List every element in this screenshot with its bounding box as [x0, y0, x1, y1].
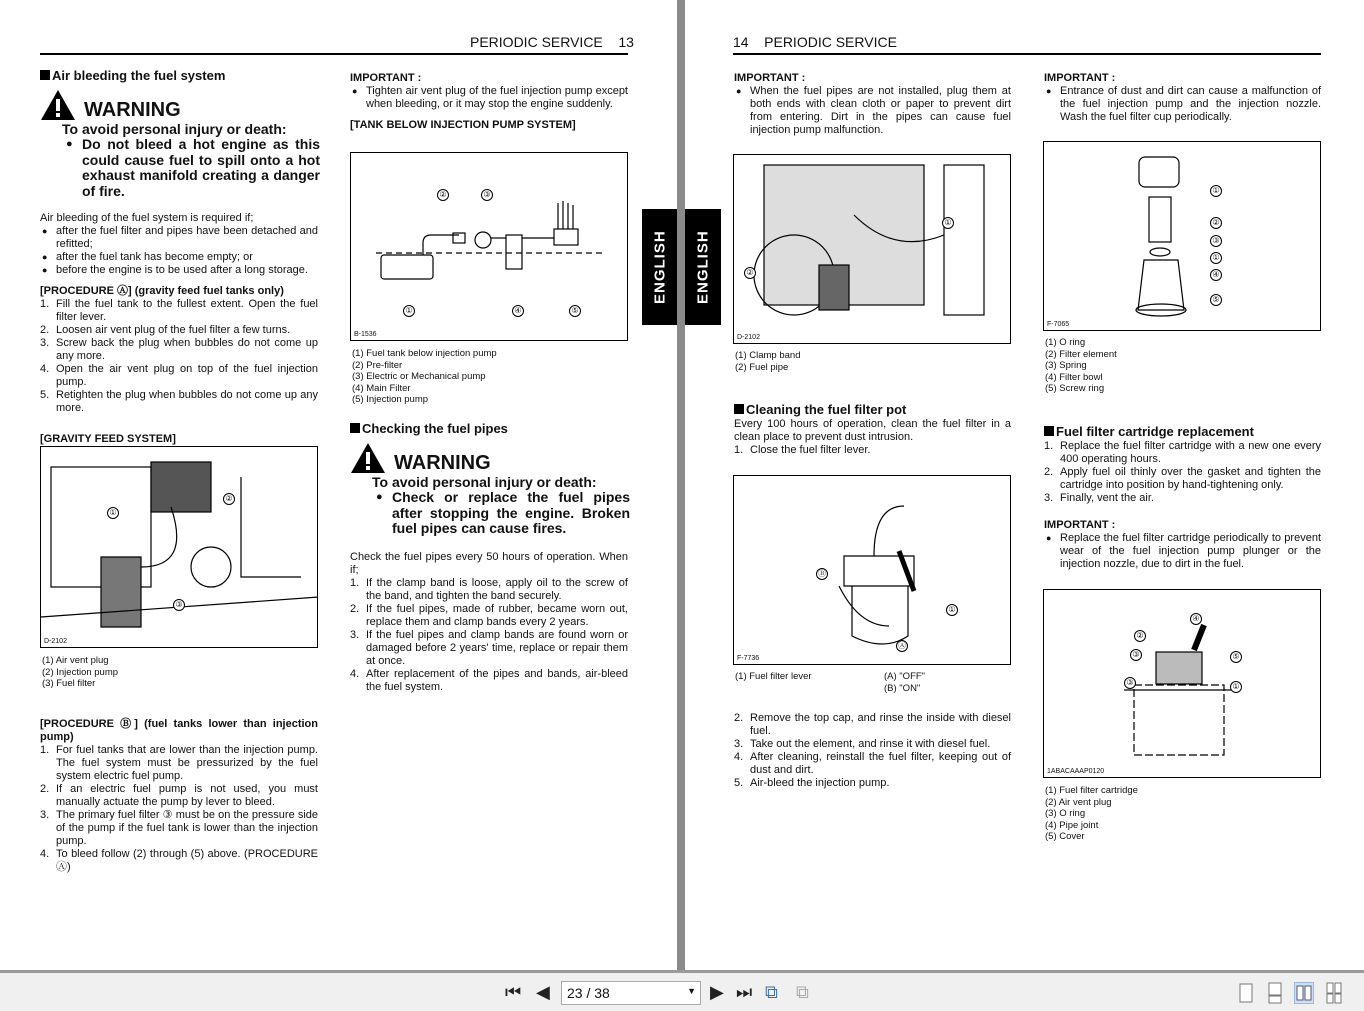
figure-caption: (1) Fuel filter lever [735, 671, 812, 682]
language-tab: ENGLISH [685, 209, 721, 325]
chevron-down-icon[interactable]: ▼ [687, 986, 696, 996]
figure-caption: (1) Air vent plug (2) Injection pump (3) Fuel filter [42, 655, 119, 689]
next-view-icon: ⧉ [796, 982, 809, 1002]
callout: ③ [481, 189, 493, 201]
callout: ② [437, 189, 449, 201]
filter-exploded-illustration [1044, 142, 1321, 331]
callout: ② [1210, 217, 1222, 229]
facing-icon[interactable] [1294, 982, 1314, 1004]
important-note: IMPORTANT : ● Tighten air vent plug of the fuel injection pump except when bleeding, or it may stop the engine suddenly. [TANK BELOW INJECTION PUMP SYSTEM] [350, 72, 628, 132]
callout: ③ [1210, 235, 1222, 247]
callout: ① [1210, 252, 1222, 264]
figure-caption: (1) Clamp band (2) Fuel pipe [735, 350, 801, 373]
callout: ④ [1190, 613, 1202, 625]
engine-illustration [41, 447, 318, 648]
page-header: PERIODIC SERVICE 13 [470, 34, 634, 50]
bleeding-intro: Air bleeding of the fuel system is required if; ● after the fuel filter and pipes have been detached and refitted; ● after the fuel tank has become empty; or ● before the engine is to be used after a long storage. [PROCEDURE Ⓐ] (gravity feed fuel tanks only) 1. Fill the fuel tank to the fullest extent. Open the fuel filter lever. 2. Loosen air vent plug of the fuel filter a few turns. 3. Screw back the plug when bubbles do not come up any more. 4. Open the air vent plug on top of the fuel injection pump. 5. Retighten the plug when bubbles do not come up any more. [GRAVITY FEED SYSTEM] [40, 212, 318, 446]
tank-below-figure: ② ③ ① ④ ⑤ B-1536 [350, 152, 628, 341]
figure-caption: (1) Fuel tank below injection pump (2) Pre-filter (3) Electric or Mechanical pump (4) Main Filter (5) Injection pump [352, 348, 497, 405]
callout: Ⓑ [818, 569, 826, 578]
next-page-icon[interactable]: ▶ [710, 982, 724, 1002]
warning-icon [40, 89, 76, 121]
prev-page-icon[interactable]: ◀ [536, 982, 550, 1002]
filter-pot-illustration [734, 476, 1011, 665]
viewer-toolbar [0, 970, 1364, 1011]
warning-box: WARNING To avoid personal injury or death: ● Do not bleed a hot engine as this could cause fuel to spill onto a hot exhaust manifold creating a danger of fire. [40, 89, 320, 199]
callout: ③ [173, 599, 185, 611]
procedure-b: [PROCEDURE Ⓑ] (fuel tanks lower than injection pump) 1. For fuel tanks that are lower than the injection pump. The fuel system must be pressurized by the fuel system electric fuel pump. 2. If an electric fuel pump is not used, you must manually actuate the pump by lever to bleed. 3. The primary fuel filter ③ must be on the pressure side of the pump if the fuel tank is lower than the injection pump. 4. To bleed follow (2) through (5) above. (PROCEDURE Ⓐ) [40, 718, 318, 873]
single-page-icon[interactable] [1236, 982, 1256, 1004]
last-page-icon[interactable]: ⏭ [736, 982, 753, 1002]
callout: ② [223, 493, 235, 505]
filter-parts-figure: ① ② ③ ① ④ ⑤ F-7065 [1043, 141, 1321, 331]
first-page-icon[interactable]: ⏮ [505, 982, 522, 1002]
callout: Ⓐ [898, 641, 906, 650]
figure-caption: (1) O ring (2) Filter element (3) Spring (4) Filter bowl (5) Screw ring [1045, 337, 1117, 394]
page-header: 14 PERIODIC SERVICE [733, 34, 897, 50]
continuous-icon[interactable] [1265, 982, 1285, 1004]
callout: ⑤ [1210, 294, 1222, 306]
callout: ② [744, 267, 756, 279]
callout: ② [1134, 630, 1146, 642]
header-rule [40, 53, 628, 55]
figure-caption: (1) Fuel filter cartridge (2) Air vent plug (3) O ring (4) Pipe joint (5) Cover [1045, 785, 1138, 842]
gravity-feed-figure: ① ② ③ D-2102 [40, 446, 318, 648]
callout: ① [942, 217, 954, 229]
callout: ③ [1124, 677, 1136, 689]
right-page [685, 0, 1364, 970]
cartridge-illustration [1044, 590, 1321, 778]
warning-box: WARNING To avoid personal injury or death: ● Check or replace the fuel pipes after stopping the engine. Broken fuel pipes can cause fires. [350, 442, 630, 537]
important-note: IMPORTANT : ● When the fuel pipes are not installed, plug them at both ends with clean cloth or paper to prevent dirt from entering. Dirt in the pipes can cause fuel injection pump malfunction. [734, 72, 1011, 137]
callout: ③ [1130, 649, 1142, 661]
engine-illustration [734, 155, 1011, 344]
callout: ① [946, 604, 958, 616]
filter-lever-figure: Ⓑ ① Ⓐ F-7736 [733, 475, 1011, 665]
page-gutter [677, 0, 685, 970]
cartridge-figure: ② ③ ③ ④ ⑤ ① 1ABACAAAP0120 [1043, 589, 1321, 778]
important-note: IMPORTANT : ● Entrance of dust and dirt can cause a malfunction of the fuel injection pump and the injection nozzle. Wash the fuel filter cup periodically. [1044, 72, 1321, 124]
callout: ④ [512, 305, 524, 317]
callout: ④ [1210, 269, 1222, 281]
fuel-pipe-figure: ① ② D-2102 [733, 154, 1011, 344]
col1-top [40, 68, 318, 84]
figure-caption: (A) "OFF" (B) "ON" [884, 671, 926, 694]
callout: ① [107, 507, 119, 519]
continuous-facing-icon[interactable] [1324, 982, 1344, 1004]
callout: ① [403, 305, 415, 317]
section-title-check: Checking the fuel pipes [350, 421, 628, 437]
callout: ① [1230, 681, 1242, 693]
language-tab: ENGLISH [642, 209, 678, 325]
section-title: Air bleeding the fuel system [40, 68, 318, 84]
cleaning-section: Cleaning the fuel filter pot Every 100 hours of operation, clean the fuel filter in a clean place to prevent dust intrusion. 1. Close the fuel filter lever. [734, 402, 1011, 456]
check-pipes-text: Check the fuel pipes every 50 hours of operation. When if; 1. If the clamp band is loose, apply oil to the screw of the band, and tighten the band securely. 2. If the fuel pipes, made of rubber, became worn out, replace them and clamp bands every 2 years. 3. If the fuel pipes and clamp bands are found worn or damaged before 2 years' time, replace or repair them at once. 4. After replacement of the pipes and bands, air-bleed the fuel system. [350, 551, 628, 693]
previous-view-icon[interactable]: ⧉ [765, 982, 778, 1002]
header-rule [733, 53, 1321, 55]
cartridge-section: Fuel filter cartridge replacement 1. Replace the fuel filter cartridge with a new one every 400 operating hours. 2. Apply fuel oil thinly over the gasket and tighten the cartridge into position by hand-tightening only. 3. Finally, vent the air. IMPORTANT : ● Replace the fuel filter cartridge periodically to prevent wear of the fuel injection pump plunger or the injection nozzle, due to dirt in the fuel. [1044, 424, 1321, 571]
callout: ⑤ [1230, 651, 1242, 663]
cleaning-steps: 2. Remove the top cap, and rinse the inside with diesel fuel. 3. Take out the element, and rinse it with diesel fuel. 4. After cleaning, reinstall the fuel filter, keeping out of dust and dirt. 5. Air-bleed the injection pump. [734, 712, 1011, 789]
callout: ① [1210, 185, 1222, 197]
fuel-system-diagram [351, 153, 628, 341]
page-number-input[interactable]: 23 / 38 ▼ [561, 981, 701, 1005]
warning-icon [350, 442, 386, 474]
left-page [0, 0, 677, 970]
callout: ⑤ [569, 305, 581, 317]
